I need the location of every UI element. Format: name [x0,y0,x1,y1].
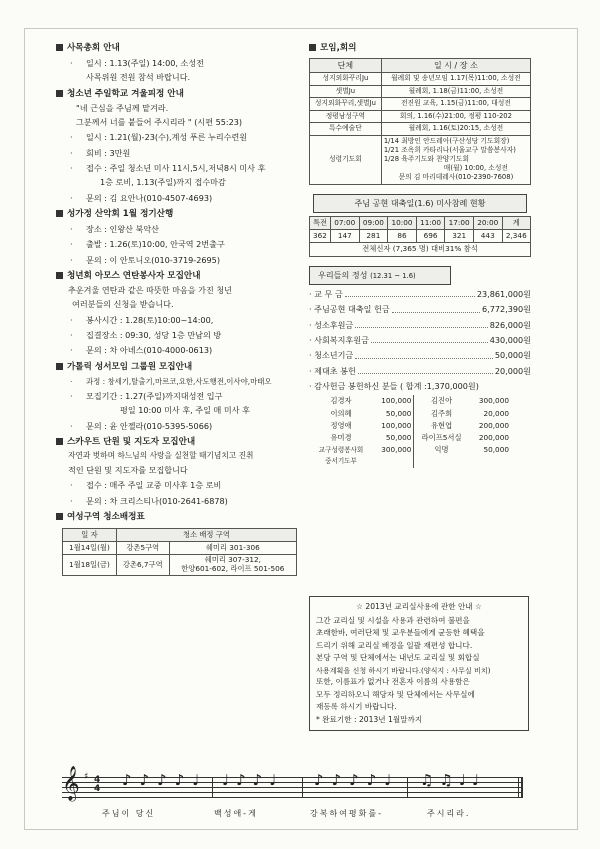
meeting-table [309,58,531,185]
lyrics-segment: 강복하여평화를- [310,809,383,818]
treble-clef-icon: 𝄞 [62,766,80,801]
square-bullet-icon [56,272,63,279]
list-item: · 사회복지후원금 430,000원 [309,335,531,346]
square-bullet-icon [56,363,63,370]
right-column [309,38,531,468]
notes-icon: ♪♪♪♪♩ [122,771,208,789]
sharp-icon: ♯ [84,772,89,782]
table-row: 전체신자 (7,365 명) 대비31% 참석 [310,243,531,256]
square-bullet-icon [309,44,316,51]
time-signature-icon: 4 4 [94,775,101,795]
lyrics-segment: 주님이 당신 [102,809,156,818]
table-row: 중서기도부 [311,456,511,467]
donation-list [309,289,531,392]
section-title: 성가정 산악회 1월 정기산행 [56,208,301,220]
table-row: 1월14일(월) 강촌5구역 쉐미리 301-306 [63,542,297,555]
section-title: 가톨릭 성서모임 그룹원 모집안내 [56,361,301,373]
notice-title: ☆ 2013년 교리실사용에 관한 안내 ☆ [356,602,482,611]
bullet-icon: · [70,330,73,341]
section-title: 청소년 주일학교 겨울피정 안내 [56,88,301,100]
list-item: · 교 무 금 23,861,000원 [309,289,531,300]
list-item: · 제대초 봉헌 20,000원 [309,365,531,376]
table-row: 특수예술단 월례회, 1.16(토)20:15, 소성전 [310,123,531,136]
bullet-icon: · [70,58,73,69]
bullet-icon: · [70,314,73,325]
lyrics-segment: 백성애-게 [214,809,258,818]
square-bullet-icon [56,210,63,217]
square-bullet-icon [56,513,63,520]
table-row: 성령기도회 1/14 최방인 안드레아(구산성당 기도회장) 1/21 조옥희 카타리나(서울교구 말씀봉사자) 1/28 육주기도와 찬양기도회 매(월) 10:00, 소성전 문의 김 마리데레사(010-2390-7608) [310,135,531,184]
square-bullet-icon [56,44,63,51]
section-title: 모임,회의 [309,42,531,54]
bullet-icon: · [70,495,73,506]
notes-icon: ♩♪♪♩ [222,771,284,789]
list-item: · 청소년기금 50,000원 [309,350,531,361]
square-bullet-icon [56,90,63,97]
table-row: 김경자 100,000 김진아 300,000 [311,395,511,407]
square-bullet-icon [56,438,63,445]
donor-table [311,395,511,467]
bullet-icon: · [70,480,73,491]
bullet-icon: · [70,147,73,158]
notice-deadline: * 완료기한 : 2013년 1월말까지 [316,714,423,724]
table-header-row: 단체 일 시 / 장 소 [310,59,531,73]
list-item: · 주님공현 대축일 헌금 6,772,390원 [309,304,531,315]
bullet-icon: · [70,192,73,203]
bullet-icon: · [70,163,73,174]
music-staff [62,766,522,821]
bullet-icon: · [70,376,73,386]
table-row: 이의혜 50,000 김주희 20,000 [311,408,511,420]
cleaning-table [62,528,297,576]
mass-attendance-table [309,216,531,257]
table-row: 362 147 281 86 696 321 443 2,346 [310,230,531,243]
list-item: · 성소후원금 826,000원 [309,319,531,330]
donation-title-bar: 우리들의 정성 (12.31 ~ 1.6) [309,266,451,286]
mass-title-bar: 주님 공현 대축일(1.6) 미사참례 현황 [313,194,527,213]
section-title: 사목총회 안내 [56,42,301,54]
bullet-icon: · [70,391,73,402]
notes-icon: ♪♪♪♪♩ [314,771,400,789]
table-row: 정영애 100,000 유현엽 200,000 [311,420,511,432]
table-row: 정평남성구역 회의, 1.16(수)21:00, 정평 110-202 [310,110,531,123]
table-row: 성지외화꾸리Ju 월례회 및 송년모임 1.17(목)11:00, 소성전 [310,73,531,86]
bullet-icon: · [70,345,73,356]
bullet-icon: · [70,239,73,250]
notes-icon: ♫♫♩♩ [420,771,486,789]
table-row: 1월18일(금) 강촌6,7구역 쉐미리 307-312, 한양601-602, 라이프 501-506 [63,555,297,576]
left-column: 사목총회 안내 · 일시 : 1.13(주일) 14:00, 소성전 사목위원 전원 참석 바랍니다. 청소년 주일학교 겨울피정 안내 "네 근심을 주님께 맡겨라. 그분께서 너를 붙들어 주시리라 " (시편 55:23) · 일시 : 1.21(월)-23(수),계성 푸른 누리수련원 · 회비 : 3만원 · 접수 : 주일 청소년 미사 11시,5시,저녁8시 미사 후 1층 로비, 1.13(주일)까지 접수마감 · 문의 : 김 요안나(010-4507-4693) 성가정 산악회 1월 정기산행 · 장소 : 인왕산 북악산 · 출발 : 1.26(토)10:00, 안국역 2번출구 · 문의 : 이 안토니오(010-3719-2695) 청년회 아모스 연탄봉사자 모집안내 추운겨울 연탄과 같은 따뜻한 마음을 가진 청년 여러분들의 신청을 받습니다. · 봉사시간 : 1.28(토)10:00~14:00, · 집결장소 : 09:30, 성당 1층 만남의 방 · 문의 : 차 아녜스(010-4000-0613) 가톨릭 성서모임 그룹원 모집안내 · 과정 : 창세기,탈출기,마르코,요한,사도행전,이사야,마태오 · 모집기간 : 1.27(주일)까지대성전 입구 평일 10:00 미사 후, 주일 매 미사 후 · 문의 : 윤 안젤라(010-5395-5066) 스카우트 단원 및 지도자 모집안내 자연과 벗하며 하느님의 사랑을 실천할 때기념치고 진취 적인 단원 및 지도자를 모집합니다 · 접수 : 매주 주일 교중 미사후 1층 로비 · 문의 : 차 크리스티나(010-2641-6878) 여성구역 청소배정표 일 자 청소 배정 구역 1월14일(월) 강촌5구역 쉐미리 301-306 1월18일(금) 강촌6,7구역 쉐미리 307-312, 한양601-602, 라이프 501-506 [56,38,301,576]
bullet-icon: · [70,254,73,265]
table-row: 성지외화꾸리,샛별Ju 전진원 교육, 1.15(금)11:00, 대성전 [310,98,531,111]
bullet-icon: · [70,132,73,143]
section-title: 스카우트 단원 및 지도자 모집안내 [56,436,301,448]
table-header-row: 특전 07:00 09:00 10:00 11:00 17:00 20:00 계 [310,216,531,229]
table-row: 유미경 50,000 라이프5서실 200,000 [311,432,511,444]
section-title: 청년회 아모스 연탄봉사자 모집안내 [56,270,301,282]
lyrics-segment: 주시리라. [427,809,471,818]
table-row: 샛별Ju 월례회, 1.18(금)11:00, 소성전 [310,85,531,98]
donation-thanks: · 감사헌금 봉헌하신 분들 ( 합계 :1,370,000원) [309,381,479,392]
bullet-icon: · [70,420,73,431]
section-title: 여성구역 청소배정표 [56,511,301,523]
bullet-icon: · [70,224,73,235]
classroom-notice-box: ☆ 2013년 교리실사용에 관한 안내 ☆ 그간 교리실 및 시설을 사용과 관련하여 불편을 초래한바, 여러단체 및 교우분들에게 균등한 혜택을 드리기 위해 교리실 배정을 일괄 재편성 합니다. 본당 구역 및 단체에서는 내년도 교리실 및 회합실 사용계획을 신청 하시기 바랍니다.(양식지 : 사무실 비치) 또한, 이름표가 없거나 전혼자 이름의 사용함은 모두 정리하오니 해당자 및 단체에서는 사무실에 재등록 하시기 바랍니다. * 완료기한 : 2013년 1월말까지 [309,596,529,731]
table-header-row: 일 자 청소 배정 구역 [63,528,297,541]
table-row: 교구성령봉사회 300,000 익명 50,000 [311,444,511,456]
